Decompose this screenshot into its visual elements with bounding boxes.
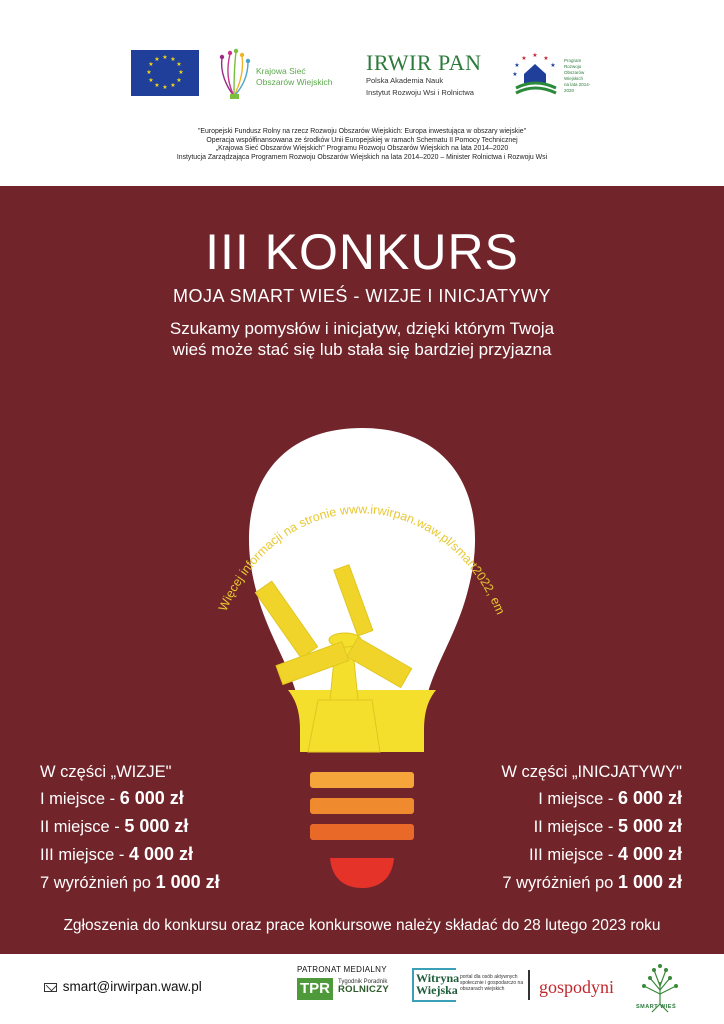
svg-text:★: ★ xyxy=(162,84,168,91)
bulb-cap xyxy=(330,858,394,888)
envelope-icon xyxy=(44,983,57,992)
prize-row xyxy=(40,812,220,840)
prize-row xyxy=(501,868,682,896)
prize-amount: 6 000 zł xyxy=(617,788,682,808)
prize-amount: 5 000 zł xyxy=(617,816,682,836)
svg-text:★: ★ xyxy=(148,77,154,84)
svg-text:★: ★ xyxy=(521,55,527,62)
svg-text:★: ★ xyxy=(514,62,520,69)
smart-wies-label: SMART WIEŚ xyxy=(636,1004,677,1010)
patronat-label: PATRONAT MEDIALNY xyxy=(297,965,387,974)
prize-label: I miejsce - xyxy=(538,790,618,808)
svg-text:★: ★ xyxy=(154,56,160,63)
prize-label: I miejsce - xyxy=(40,790,120,808)
prow-line4: Wiejskich xyxy=(564,76,584,81)
prize-amount: 1 000 zł xyxy=(617,872,682,892)
svg-text:★: ★ xyxy=(176,77,182,84)
svg-text:★: ★ xyxy=(170,82,176,89)
svg-text:★: ★ xyxy=(550,62,556,69)
prizes-inicjatywy-heading: W części „INICJATYWY" xyxy=(501,763,682,781)
prizes-inicjatywy xyxy=(501,760,682,896)
prize-amount: 4 000 zł xyxy=(617,844,682,864)
prize-label: III miejsce - xyxy=(529,846,618,864)
irwir-title: IRWIR PAN xyxy=(366,50,482,75)
contact-email-link[interactable] xyxy=(44,979,202,994)
prize-amount: 5 000 zł xyxy=(124,816,189,836)
svg-text:★: ★ xyxy=(146,69,152,76)
ksow-line2: Obszarów Wiejskich xyxy=(256,77,333,87)
prow-line3: Obszarów xyxy=(564,70,585,75)
funding-line1: "Europejski Fundusz Rolny na rzecz Rozwoju Obszarów Wiejskich: Europa inwestująca w obszary wiejskie" xyxy=(197,128,527,135)
irwir-line1: Polska Akademia Nauk xyxy=(366,76,444,85)
gospodyni-logo: gospodyni xyxy=(539,977,615,997)
prize-row xyxy=(40,840,220,868)
deadline-text: Zgłoszenia do konkursu oraz prace konkursowe należy składać do 28 lutego 2023 roku xyxy=(63,917,661,934)
ksow-line1: Krajowa Sieć xyxy=(256,66,306,76)
prize-row xyxy=(40,868,220,896)
funding-line3: „Krajowa Sieć Obszarów Wiejskich" Programu Rozwoju Obszarów Wiejskich na lata 2014–2020 xyxy=(215,145,509,153)
poster-tagline xyxy=(0,318,724,360)
prow-logo xyxy=(510,50,600,100)
logo-bar xyxy=(0,0,724,120)
logo-separator xyxy=(528,970,530,1000)
prize-label: 7 wyróżnień po xyxy=(40,874,156,892)
svg-text:★: ★ xyxy=(512,71,518,78)
svg-text:★: ★ xyxy=(532,52,538,59)
contact-email[interactable]: smart@irwirpan.waw.pl xyxy=(62,979,202,994)
tagline-line1: Szukamy pomysłów i inicjatyw, dzięki którym Twoja xyxy=(169,319,555,338)
prizes-wizje-heading: W części „WIZJE" xyxy=(40,763,172,781)
witryna-desc: portal dla osób aktywnych społecznie i gospodarczo na obszarach wiejskich xyxy=(460,974,524,992)
tpr-logo-text xyxy=(338,978,389,994)
funding-line4: Instytucja Zarządzająca Programem Rozwoju Obszarów Wiejskich na lata 2014–2020 – Minister Rolnictwa i Rozwoju Wsi xyxy=(176,154,548,162)
prize-amount: 6 000 zł xyxy=(119,788,184,808)
irwir-logo xyxy=(366,52,496,98)
svg-text:★: ★ xyxy=(162,54,168,61)
bulb-stripe-2 xyxy=(310,798,414,814)
prow-line1: Program xyxy=(564,58,582,63)
svg-text:★: ★ xyxy=(176,61,182,68)
bulb-stripe-1 xyxy=(310,772,414,788)
poster-title: III KONKURS xyxy=(205,224,519,280)
prizes-wizje xyxy=(40,760,220,896)
tpr-line1: Tygodnik Poradnik xyxy=(338,979,388,985)
prize-row xyxy=(501,784,682,812)
svg-text:★: ★ xyxy=(178,69,184,76)
funding-line2: Operacja współfinansowana ze środków Unii Europejskiej w ramach Schematu II Pomocy Technicznej xyxy=(206,136,518,144)
funding-notice xyxy=(0,128,724,163)
tpr-line2: ROLNICZY xyxy=(338,984,389,995)
prize-amount: 4 000 zł xyxy=(128,844,193,864)
prize-row xyxy=(501,840,682,868)
prize-amount: 1 000 zł xyxy=(155,872,220,892)
witryna-line2: Wiejska xyxy=(416,983,458,997)
svg-text:★: ★ xyxy=(154,82,160,89)
witryna-brand xyxy=(416,972,459,996)
prize-label: III miejsce - xyxy=(40,846,129,864)
prize-label: 7 wyróżnień po xyxy=(502,874,618,892)
witryna-line1: Witryna xyxy=(416,971,460,985)
smart-wies-logo xyxy=(630,960,690,1016)
sprout-icon xyxy=(216,48,252,100)
eu-flag-icon xyxy=(131,50,199,96)
bulb-stripe-3 xyxy=(310,824,414,840)
prize-row xyxy=(501,812,682,840)
svg-text:★: ★ xyxy=(148,61,154,68)
irwir-line2: Instytut Rozwoju Wsi i Rolnictwa xyxy=(366,88,474,97)
svg-text:★: ★ xyxy=(170,56,176,63)
prize-label: II miejsce - xyxy=(533,818,618,836)
tpr-logo: TPR xyxy=(297,978,333,1000)
arc-info-text: Więcej informacji na stronie www.irwirpan.waw.pl/smart2022, em xyxy=(215,502,508,617)
witryna-wiejska-logo xyxy=(412,968,532,1002)
svg-text:★: ★ xyxy=(543,55,549,62)
poster-subtitle: MOJA SMART WIEŚ - WIZJE I INICJATYWY xyxy=(172,286,552,306)
prow-line2: Rozwoju xyxy=(564,64,582,69)
prize-row xyxy=(40,784,220,812)
prow-emblem-icon xyxy=(510,50,560,98)
ksow-logo xyxy=(216,48,356,102)
tagline-line2: wieś może stać się lub stała się bardziej przyjazna xyxy=(172,340,552,359)
prize-label: II miejsce - xyxy=(40,818,125,836)
prow-line5: na lata 2014-2020 xyxy=(564,82,591,93)
